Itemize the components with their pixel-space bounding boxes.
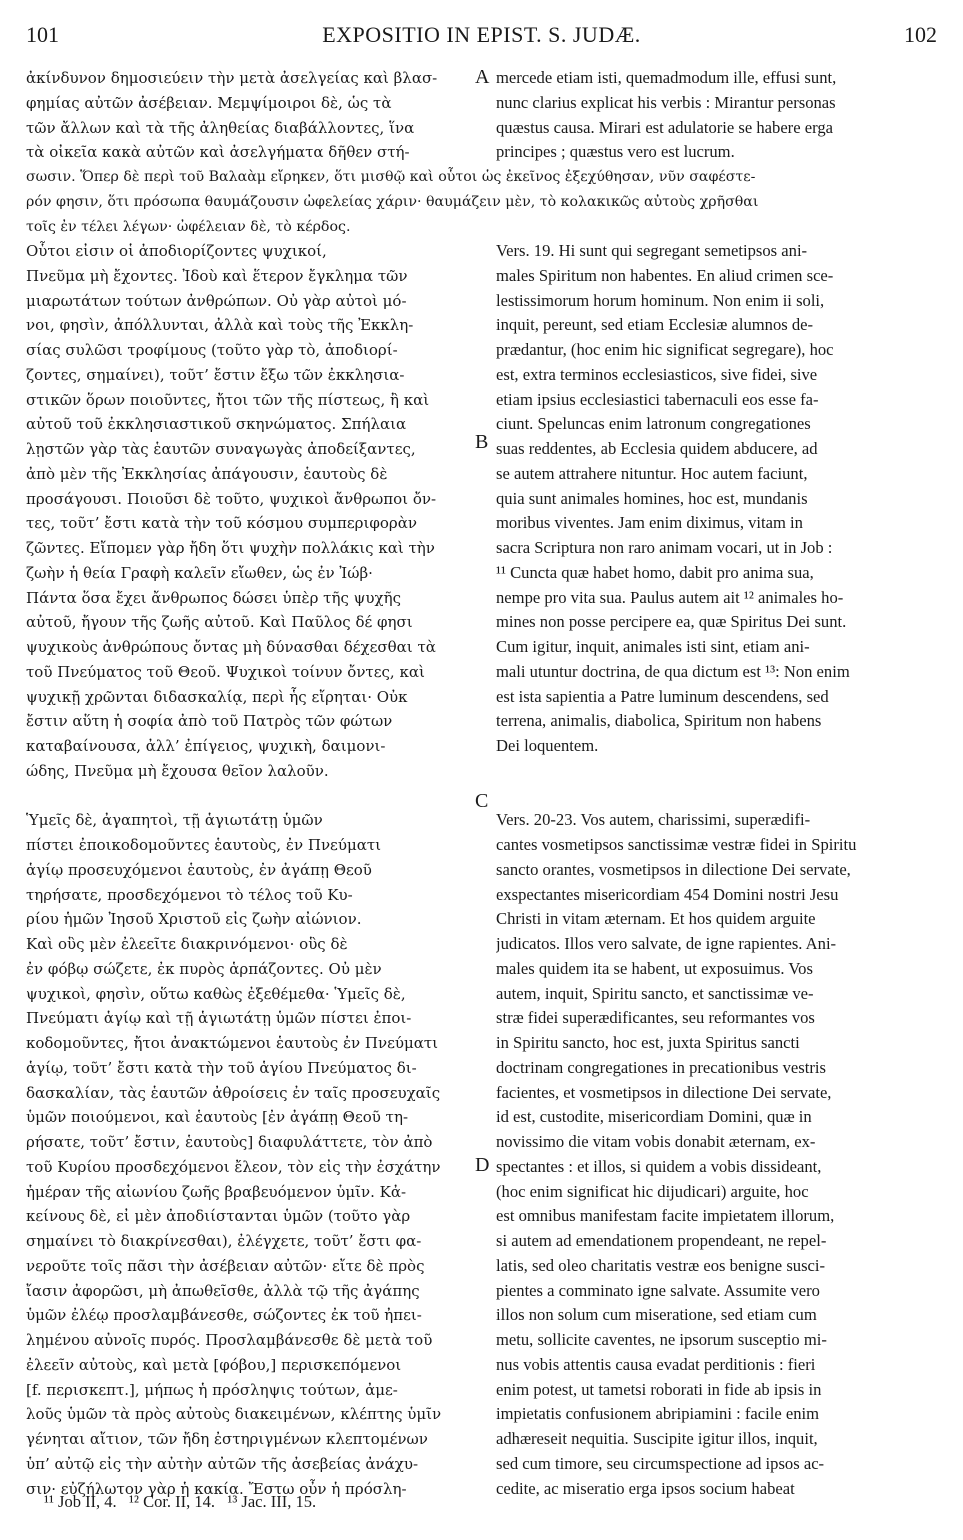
latin-line: sancto orantes, vosmetipsos in dilectione Dei servate, xyxy=(496,859,851,879)
latin-line: Vers. 20-23. Vos autem, charissimi, superædifi- xyxy=(496,810,811,830)
greek-line: ἀκίνδυνον δημοσιεύειν τὴν μετὰ ἀσελγείας καὶ βλασ- xyxy=(26,69,438,87)
greek-line: πίστει ἐποικοδομοῦντες ἑαυτοὺς, ἐν Πνεύματι xyxy=(26,836,382,854)
latin-line: Dei loquentem. xyxy=(496,736,599,755)
latin-line: nempe pro vita sua. Paulus autem ait ¹² animales ho- xyxy=(496,587,844,607)
latin-column xyxy=(496,239,941,1501)
greek-line: τοῦ Πνεύματος τοῦ Θεοῦ. Ψυχικοὶ τοίνυν ὄντες, καὶ xyxy=(26,662,425,681)
latin-line xyxy=(496,759,941,784)
greek-bridge-text xyxy=(26,165,941,239)
latin-line: cedite, ac miseratio erga ipsos socium habeat xyxy=(496,1478,795,1498)
latin-line: males quidem ita se habent, ut exposuimus. Vos xyxy=(496,958,813,978)
greek-line: δασκαλίαν, τὰς ἑαυτῶν ἀθροίσεις ἐν ταῖς προσευχαῖς xyxy=(26,1083,441,1102)
latin-line: etiam ipsius ecclesiastici tabernaculi eos esse fa- xyxy=(496,389,819,409)
greek-line: αὐτοῦ τοῦ ἐκκλησιαστικοῦ σκηνώματος. Σπήλαια xyxy=(26,415,407,434)
latin-line: nus vobis attentis causa evadat perditionis : fieri xyxy=(496,1354,816,1374)
greek-line: τὰ οἰκεῖα κακὰ αὐτῶν καὶ ἀσελγήματα δῆθεν στή- xyxy=(26,143,410,162)
margin-letter-a: A xyxy=(475,66,490,88)
footnotes: ¹¹ Job II, 4. ¹² Cor. II, 14. ¹³ Jac. III, 15. xyxy=(44,1492,317,1511)
latin-line xyxy=(496,784,941,809)
latin-line: inquit, pereunt, sed etiam Ecclesiæ alumnos de- xyxy=(496,315,814,335)
latin-top-column xyxy=(496,66,941,165)
greek-line: τοῦ Κυρίου προσδεχόμενοι ἔλεον, τὸν εἰς τὴν ἐσχάτην xyxy=(26,1157,441,1176)
greek-line: ρίου ἡμῶν Ἰησοῦ Χριστοῦ εἰς ζωὴν αἰώνιον. xyxy=(26,910,362,929)
latin-line: ciunt. Speluncas enim latronum congregationes xyxy=(496,414,811,434)
margin-letter-d: D xyxy=(475,1154,490,1176)
latin-line: est, extra terminos ecclesiasticos, sive fidei, sive xyxy=(496,364,818,384)
greek-line: σιν· εὐζήλωτον γὰρ ἡ κακία. Ἔστω οὖν ἡ πρόσλη- xyxy=(26,1479,407,1498)
latin-line: impietatis confusionem abripiamini : facile enim xyxy=(496,1404,820,1424)
latin-line: metu, sollicite caventes, ne ipsorum susceptio mi- xyxy=(496,1330,827,1349)
margin-letter-b: B xyxy=(475,431,489,453)
greek-line: ψυχικῇ χρῶνται διδασκαλίᾳ, περὶ ἧς εἴρηται· Οὐκ xyxy=(26,687,408,706)
page-number-right: 102 xyxy=(904,22,937,47)
greek-line: νοι, φησὶν, ἀπόλλυνται, ἀλλὰ καὶ τοὺς τῆς Ἐκκλη- xyxy=(26,316,414,335)
latin-line: judicatos. Illos vero salvate, de igne rapientes. Ani- xyxy=(496,934,837,953)
greek-line: γένηται αἴτιον, τῶν ἤδη ἐστηριγμένων κλεπτομένων xyxy=(26,1430,428,1448)
latin-line: novissimo die vitam vobis donabit æternam, ex- xyxy=(496,1132,816,1151)
latin-line: terrena, animalis, diabolica, Spiritum non habens xyxy=(496,711,822,731)
greek-line: ἀπὸ μὲν τῆς Ἐκκλησίας ἀπάγουσιν, ἑαυτοὺς δὲ xyxy=(26,464,388,483)
greek-line: ψυχικοὶ, φησὶν, οὕτω καθὼς ἐξεθέμεθα· Ὑμεῖς δὲ, xyxy=(26,984,406,1003)
latin-line: autem, inquit, Spiritu sancto, et sanctissimæ ve- xyxy=(496,983,814,1003)
greek-line: Καὶ οὓς μὲν ἐλεεῖτε διακρινόμενοι· οὓς δὲ xyxy=(26,935,348,953)
greek-line: τες, τοῦτ’ ἔστι κατὰ τὴν τοῦ κόσμου συμπεριφορὰν xyxy=(26,514,417,533)
page-number-left: 101 xyxy=(26,22,59,47)
greek-line: ζωὴν ἡ θεία Γραφὴ καλεῖν εἴωθεν, ὡς ἐν Ἰώβ· xyxy=(26,563,373,582)
latin-line: sed cum timore, seu circumspectione ad ipsos ac- xyxy=(496,1453,825,1473)
greek-line: ἡμέραν τῆς αἰωνίου ζωῆς βραβευόμενον ὑμῖν. Κἀ- xyxy=(26,1182,407,1201)
latin-line: suas reddentes, ab Ecclesia quidem abducere, ad xyxy=(496,439,818,458)
latin-line: in Spiritu sancto, hoc est, juxta Spiritus sancti xyxy=(496,1033,800,1052)
greek-line: σωσιν. Ὅπερ δὲ περὶ τοῦ Βαλαὰμ εἴρηκεν, ὅτι μισθῷ καὶ οὗτοι ὡς ἐκεῖνος ἐξεχύθησαν, νῦν σαφέστε- xyxy=(26,169,756,185)
greek-line: ὑπ’ αὐτῷ εἰς τὴν αὐτὴν αὐτῶν τῆς ἀσεβείας ἀνάχυ- xyxy=(26,1454,419,1473)
latin-line: Vers. 19. Hi sunt qui segregant semetipsos ani- xyxy=(496,241,808,260)
greek-line xyxy=(26,784,474,809)
latin-line: mines non posse percipere ea, quæ Spiritus Dei sunt. xyxy=(496,612,847,632)
running-title: EXPOSITIO IN EPIST. S. JUDÆ. xyxy=(322,22,641,47)
latin-line: lestissimorum horum hominum. Non enim ii soli, xyxy=(496,290,825,310)
greek-line: ἁγίῳ, τοῦτ’ ἔστι κατὰ τὴν τοῦ ἁγίου Πνεύματος δι- xyxy=(26,1058,417,1077)
greek-line: ψυχικοὺς ἀνθρώπους ὄντας μὴ δύνασθαι δέχεσθαι τὰ xyxy=(26,638,436,656)
greek-line: τῶν ἄλλων καὶ τὰ τῆς ἀληθείας διαβάλλοντες, ἵνα xyxy=(26,118,415,137)
latin-line: moribus viventes. Jam enim diximus, vitam in xyxy=(496,513,803,533)
greek-line: αὐτοῦ, ἤγουν τῆς ζωῆς αὐτοῦ. Καὶ Παῦλος δέ φησι xyxy=(26,613,413,632)
latin-line: illos non solum cum miseratione, sed etiam cum xyxy=(496,1305,817,1325)
greek-line: στικῶν ὅρων ποιοῦντες, ἤτοι τῶν τῆς πίστεως, ἢ καὶ xyxy=(26,390,430,409)
latin-line: cantes vosmetipsos sanctissimæ vestræ fidei in Spiritu xyxy=(496,835,857,854)
margin-letter-c: C xyxy=(475,790,489,812)
greek-line: κείνους δὲ, εἰ μὲν ἀποδιίστανται ὑμῶν (τοῦτο γὰρ xyxy=(26,1207,411,1226)
latin-line: latis, sed oleo charitatis vestræ eos benigne susci- xyxy=(496,1255,826,1275)
greek-line: [f. περισκεπτ.], μήπως ἡ πρόσληψις τούτων, ἀμε- xyxy=(26,1380,398,1399)
greek-line: προσάγουσι. Ποιοῦσι δὲ τοῦτο, ψυχικοὶ ἄνθρωποι ὄν- xyxy=(26,489,437,508)
latin-line: quæstus causa. Mirari est adulatorie se habere erga xyxy=(496,117,833,137)
greek-line: ώδης, Πνεῦμα μὴ ἔχουσα θεῖον λαλοῦν. xyxy=(26,761,329,780)
latin-line: Christi in vitam æternam. Et hos quidem arguite xyxy=(496,909,816,929)
greek-line: ἴασιν ἀφορῶσι, μὴ ἀπωθεῖσθε, ἀλλὰ τῷ τῆς ἀγάπης xyxy=(26,1281,420,1300)
greek-line: ὑμῶν ποιούμενοι, καὶ ἑαυτοὺς [ἐν ἀγάπῃ Θεοῦ τη- xyxy=(26,1108,409,1127)
latin-line: Cum igitur, inquit, animales isti sint, etiam ani- xyxy=(496,637,810,656)
latin-line: prædantur, (hoc enim hic significat segregare), hoc xyxy=(496,340,834,359)
greek-top-column xyxy=(26,66,474,165)
latin-line: id est, custodite, misericordiam Domini, quæ in xyxy=(496,1107,812,1127)
latin-line: se autem attrahere nituntur. Hoc autem faciunt, xyxy=(496,463,808,483)
latin-line: quia sunt animales homines, hoc est, mundanis xyxy=(496,488,808,508)
greek-line: τοῖς ἐν τέλει λέγων· ὠφέλειαν δὲ, τὸ κέρδος. xyxy=(26,218,351,235)
latin-line: exspectantes misericordiam 454 Domini nostri Jesu xyxy=(496,884,839,904)
greek-line: Πνεύματι ἁγίῳ καὶ τῇ ἁγιωτάτῃ ὑμῶν πίστει ἐποι- xyxy=(26,1009,412,1028)
latin-line: males Spiritum non habentes. En aliud crimen sce- xyxy=(496,265,834,285)
greek-line: φημίας αὐτῶν ἀσέβειαν. Μεμψίμοιροι δὲ, ὡς τὰ xyxy=(26,93,392,112)
latin-line: pientes a comminato igne salvate. Assumite vero xyxy=(496,1280,820,1300)
greek-line: νεροῦτε τοῖς πᾶσι τὴν ἀσέβειαν αὐτῶν· εἴτε δὲ πρὸς xyxy=(26,1256,425,1275)
latin-line: adhæreseit nequitia. Suscipite igitur illos, inquit, xyxy=(496,1429,818,1448)
latin-line: ¹¹ Cuncta quæ habet homo, dabit pro anima sua, xyxy=(496,562,814,582)
latin-line: enim potest, ut tametsi roborati in fide ab ipsis in xyxy=(496,1379,822,1399)
greek-line: ζῶντες. Εἴπομεν γὰρ ἤδη ὅτι ψυχὴν πολλάκις καὶ τὴν xyxy=(26,539,435,557)
greek-line: ἔστιν αὕτη ἡ σοφία ἀπὸ τοῦ Πατρὸς τῶν φώτων xyxy=(26,712,393,731)
latin-line: spectantes : et illos, si quidem a vobis dissideant, xyxy=(496,1156,822,1176)
latin-line: est omnibus manifestam facite impietatem illorum, xyxy=(496,1206,835,1226)
greek-line: ζοντες, σημαίνει), τοῦτ’ ἔστιν ἔξω τῶν ἐκκλησια- xyxy=(26,365,405,384)
latin-line: nunc clarius explicat his verbis : Mirantur personas xyxy=(496,92,836,112)
greek-line: ἐλεεῖν αὐτοὺς, καὶ μετὰ [φόβου,] περισκεπόμενοι xyxy=(26,1355,402,1374)
greek-line: σίας συλῶσι τροφίμους (τοῦτο γὰρ τὸ, ἀποδιορί- xyxy=(26,341,398,359)
latin-line: (hoc enim significat hic dijudicari) arguite, hoc xyxy=(496,1181,809,1201)
greek-line: ἁγίῳ προσευχόμενοι ἑαυτοὺς, ἐν ἀγάπῃ Θεοῦ xyxy=(26,860,372,879)
greek-line: ἐν φόβῳ σώζετε, ἐκ πυρὸς ἁρπάζοντες. Οὐ μὲν xyxy=(26,959,382,978)
greek-line: λοῦς ὑμῶν τὰ πρὸς αὐτοὺς διακειμένων, κλέπτης ὑμῖν xyxy=(26,1405,442,1424)
greek-line: Ὑμεῖς δὲ, ἀγαπητοὶ, τῇ ἁγιωτάτῃ ὑμῶν xyxy=(26,811,323,830)
latin-line: si autem ad emendationem propendeant, ne repel- xyxy=(496,1231,827,1250)
greek-line: σημαίνει τὸ διακρίνεσθαι), ἐλέγχετε, τοῦτ’ ἔστι φα- xyxy=(26,1232,422,1250)
greek-column xyxy=(26,239,474,1501)
greek-line: λῃστῶν γὰρ τὰς ἑαυτῶν συναγωγὰς ἀποδείξαντες, xyxy=(26,440,416,458)
greek-line: μιαρωτάτων τούτων ἀνθρώπων. Οὐ γὰρ αὐτοὶ μό- xyxy=(26,291,407,310)
greek-line: τηρήσατε, προσδεχόμενοι τὸ τέλος τοῦ Κυ- xyxy=(26,885,353,904)
greek-line: ὑμῶν ἐλέῳ προσλαμβάνεσθε, σώζοντες ἐκ τοῦ ἠπει- xyxy=(26,1306,422,1325)
latin-line: facientes, et vosmetipsos in dilectione Dei servate, xyxy=(496,1082,832,1102)
latin-line: sacra Scriptura non raro animam vocari, ut in Job : xyxy=(496,538,833,557)
greek-line: Πάντα ὅσα ἔχει ἄνθρωπος δώσει ὑπὲρ τῆς ψυχῆς xyxy=(26,588,401,607)
latin-line: mali utuntur doctrina, de qua dictum est ¹³: Non enim xyxy=(496,661,850,681)
greek-line: ρόν φησιν, ὅτι πρόσωπα θαυμάζουσιν ὠφελείας χάριν· θαυμάζειν μὲν, τὸ κολακικῶς αὐτοὺς χρῆσθαι xyxy=(26,193,759,210)
greek-line: λημένου αὐνοῖς πυρός. Προσλαμβάνεσθε δὲ μετὰ τοῦ xyxy=(26,1331,433,1349)
greek-line: κοδομοῦντες, ἤτοι ἀνακτώμενοι ἑαυτοὺς ἐν Πνεύματι xyxy=(26,1034,439,1052)
latin-line: principes ; quæstus vero est lucrum. xyxy=(496,142,735,162)
greek-line: Πνεῦμα μὴ ἔχοντες. Ἰδοὺ καὶ ἕτερον ἔγκλημα τῶν xyxy=(26,266,408,285)
greek-line: ρήσατε, τοῦτ’ ἔστιν, ἑαυτοὺς] διαφυλάττετε, τὸν ἀπὸ xyxy=(26,1133,433,1151)
latin-line: doctrinam congregationes in precationibus vestris xyxy=(496,1057,826,1077)
greek-line: καταβαίνουσα, ἀλλ’ ἐπίγειος, ψυχικὴ, δαιμονι- xyxy=(26,737,386,755)
greek-line: Οὗτοι εἰσιν οἱ ἀποδιορίζοντες ψυχικοί, xyxy=(26,242,327,260)
latin-line: stræ fidei superædificantes, seu reformantes vos xyxy=(496,1008,815,1028)
latin-line: mercede etiam isti, quemadmodum ille, effusi sunt, xyxy=(496,68,837,87)
latin-line: est ista sapientia a Patre luminum descendens, sed xyxy=(496,686,829,706)
